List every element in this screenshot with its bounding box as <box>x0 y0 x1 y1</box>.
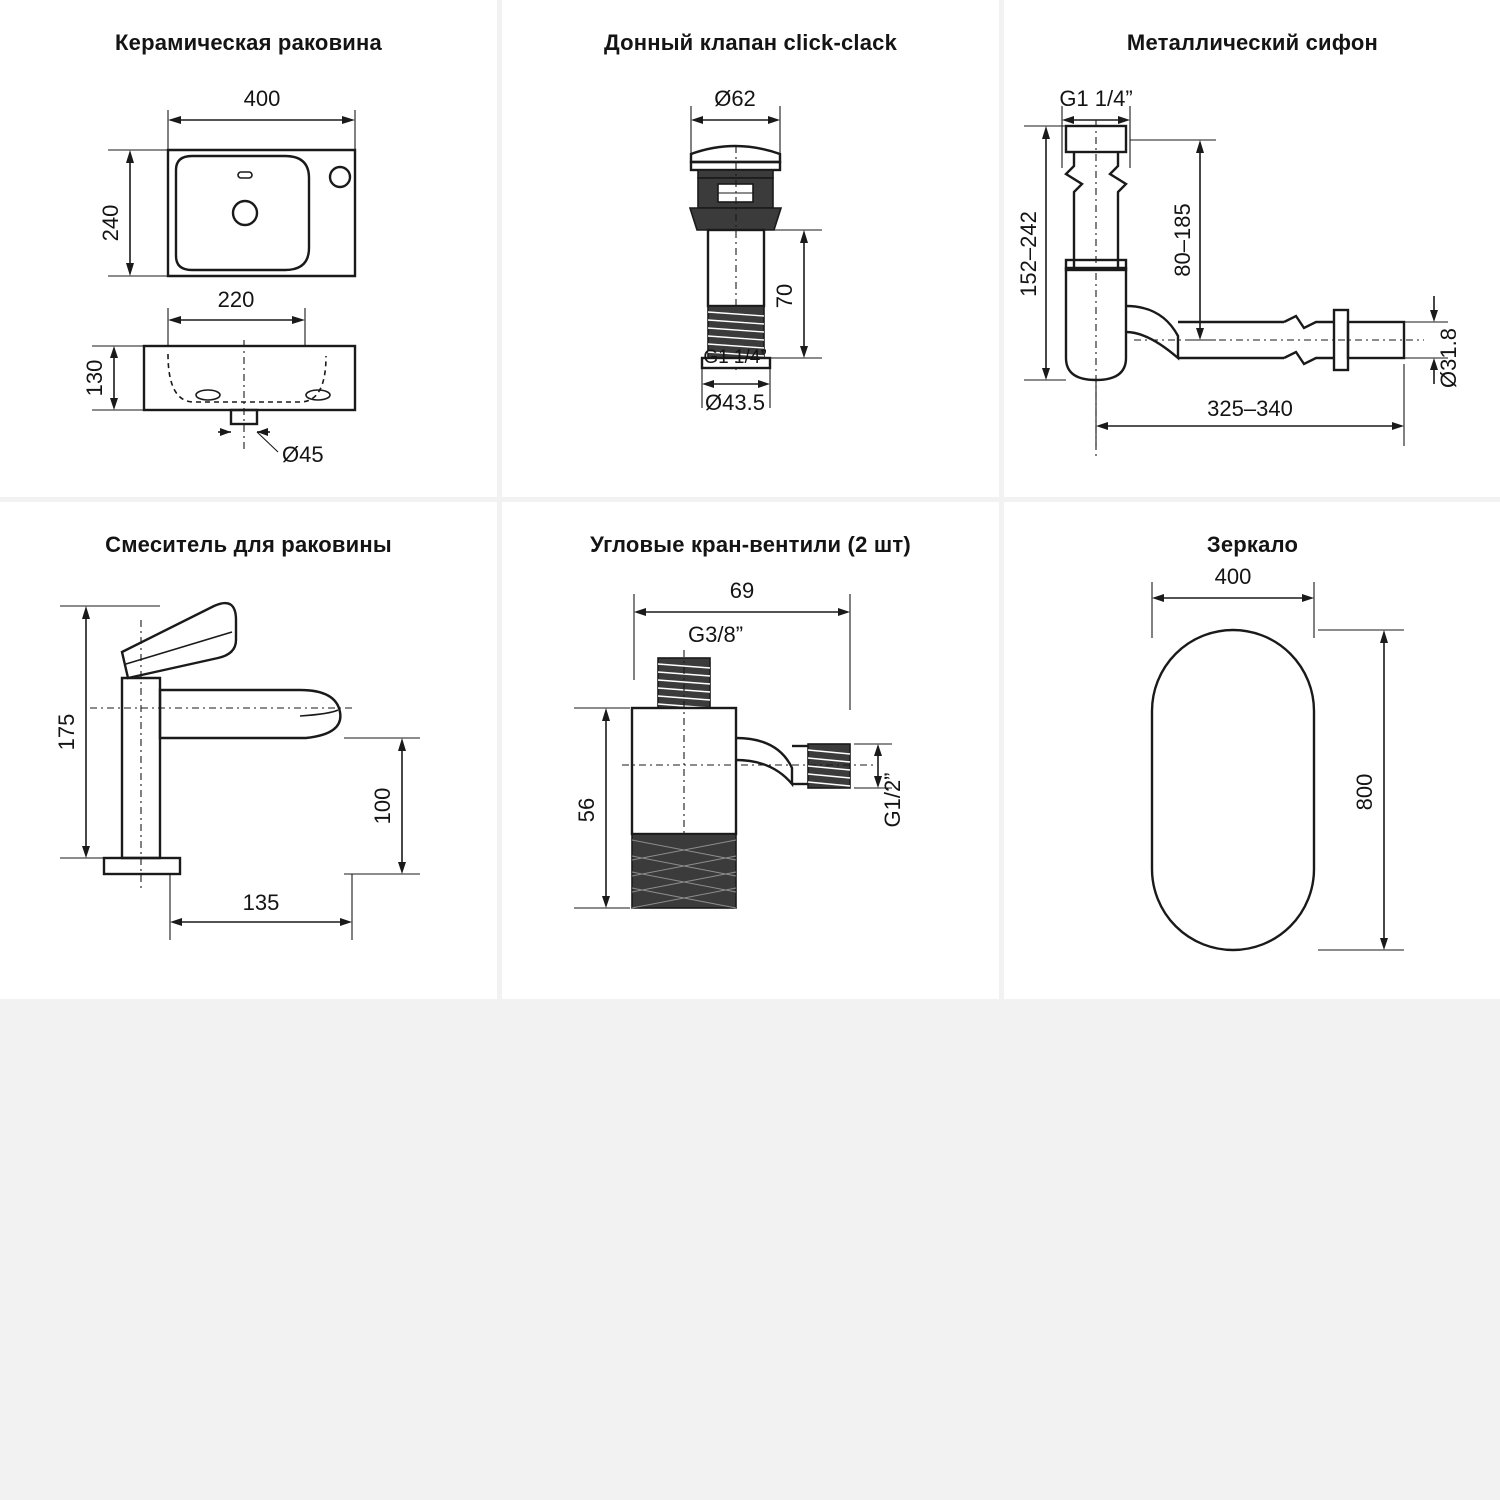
card-mirror <box>1004 502 1500 999</box>
dim-d435: Ø43.5 <box>705 390 765 415</box>
dim-220: 220 <box>217 287 255 312</box>
dim-70: 70 <box>772 283 797 309</box>
drawing-basin-mixer <box>0 560 497 999</box>
drawing-mirror <box>1004 560 1500 999</box>
card-title-metal-siphon: Металлический сифон <box>1126 30 1379 55</box>
card-metal-siphon <box>1004 0 1500 497</box>
drawing-metal-siphon <box>1004 58 1500 497</box>
card-title-click-clack: Донный клапан click-clack <box>603 30 898 55</box>
dim-d62: Ø62 <box>714 86 756 111</box>
card-basin-mixer <box>0 502 497 999</box>
card-title-basin-mixer: Смеситель для раковины <box>105 532 392 557</box>
dim-175: 175 <box>54 713 79 751</box>
dim-135: 135 <box>242 890 280 915</box>
dim-d318: Ø31.8 <box>1436 328 1461 388</box>
card-title-angle-valves: Угловые кран-вентили (2 шт) <box>590 532 911 557</box>
drawing-angle-valves <box>502 560 999 999</box>
dim-152-242: 152–242 <box>1016 211 1041 297</box>
dim-400-mirror: 400 <box>1214 564 1252 589</box>
dim-g114-siphon: G1 1/4” <box>1059 86 1133 111</box>
dim-80-185: 80–185 <box>1170 203 1195 277</box>
dim-100: 100 <box>370 787 395 825</box>
drawing-ceramic-sink <box>0 58 497 497</box>
dim-g12: G1/2” <box>880 772 905 828</box>
dim-d45: Ø45 <box>282 442 324 467</box>
dim-240: 240 <box>98 204 123 242</box>
dim-69: 69 <box>729 578 755 603</box>
card-title-ceramic-sink: Керамическая раковина <box>115 30 382 55</box>
dim-130: 130 <box>82 359 107 397</box>
dim-800: 800 <box>1352 773 1377 811</box>
dim-400-top: 400 <box>243 86 281 111</box>
dim-g114: G1 1/4” <box>703 347 767 368</box>
dim-g38: G3/8” <box>688 622 744 647</box>
card-click-clack-drain <box>502 0 999 497</box>
card-title-mirror: Зеркало <box>1206 532 1299 557</box>
card-angle-valves <box>502 502 999 999</box>
drawing-click-clack-drain <box>502 58 999 497</box>
dim-56: 56 <box>574 797 599 823</box>
dim-325-340: 325–340 <box>1207 396 1293 421</box>
card-ceramic-sink <box>0 0 497 497</box>
